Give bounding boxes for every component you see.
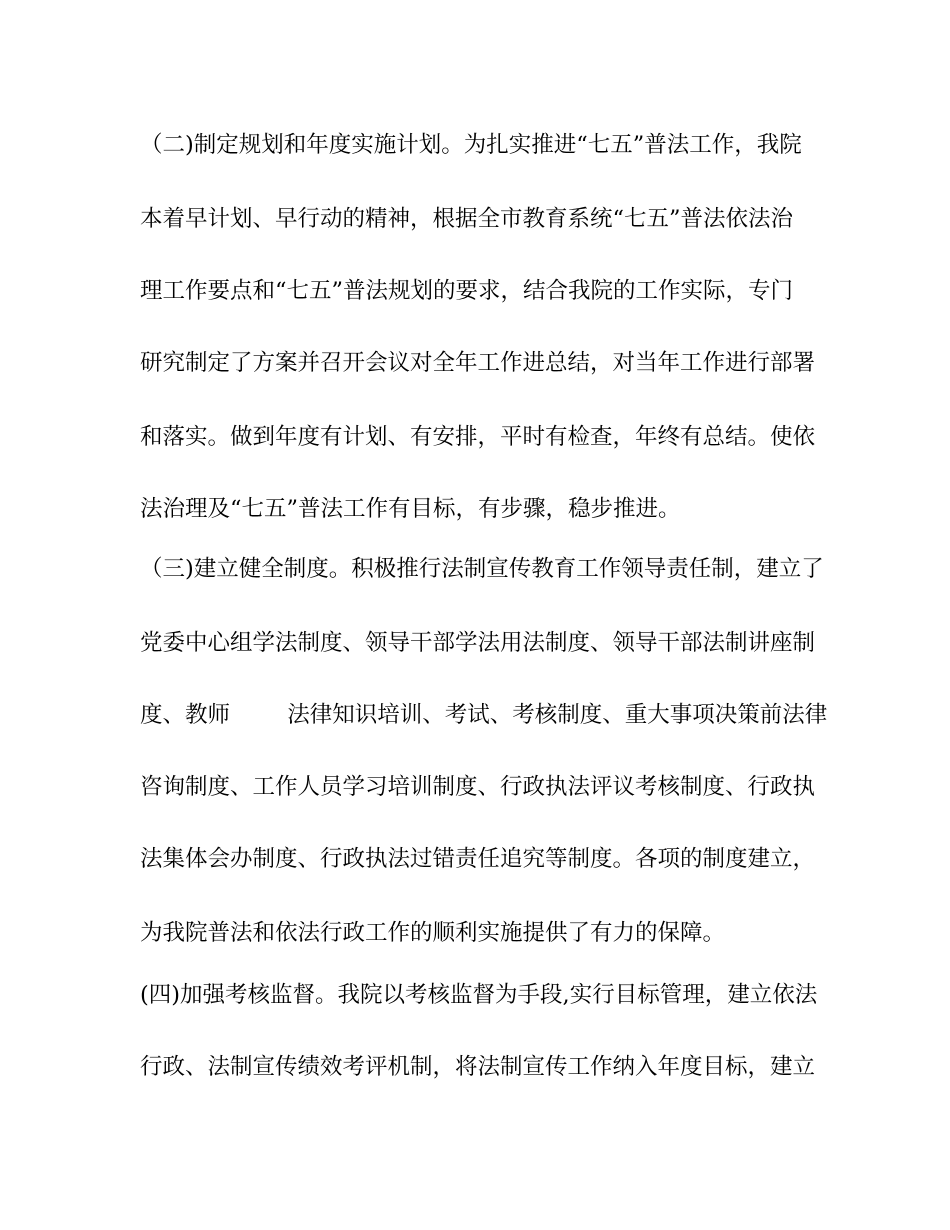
text-line: 为我院普法和依法行政工作的顺利实施提供了有力的保障。 [140,920,726,946]
text-line: 度、教师 法律知识培训、考试、考核制度、重大事项决策前法律 [140,702,828,728]
text-line: 法集体会办制度、行政执法过错责任追究等制度。各项的制度建立， [140,846,816,872]
text-line: （二)制定规划和年度实施计划。为扎实推进“七五”普法工作，我院 [140,132,802,158]
text-line: 和落实。做到年度有计划、有安排，平时有检查，年终有总结。使依 [140,424,816,450]
text-line: 理工作要点和“七五”普法规划的要求，结合我院的工作实际，专门 [140,278,794,304]
text-line: (四)加强考核监督。我院以考核监督为手段,实行目标管理，建立依法 [140,982,818,1008]
text-line: 党委中心组学法制度、领导干部学法用法制度、领导干部法制讲座制 [140,630,816,656]
text-line: 法治理及“七五”普法工作有目标，有步骤，稳步推进。 [140,496,681,522]
text-line: 咨询制度、工作人员学习培训制度、行政执法评议考核制度、行政执 [140,774,816,800]
text-line: 行政、法制宣传绩效考评机制，将法制宣传工作纳入年度目标，建立 [140,1054,816,1080]
text-line: （三)建立健全制度。积极推行法制宣传教育工作领导责任制，建立了 [140,556,824,582]
text-line: 研究制定了方案并召开会议对全年工作进总结，对当年工作进行部署 [140,350,816,376]
text-line: 本着早计划、早行动的精神，根据全市教育系统“七五”普法依法治 [140,206,794,232]
